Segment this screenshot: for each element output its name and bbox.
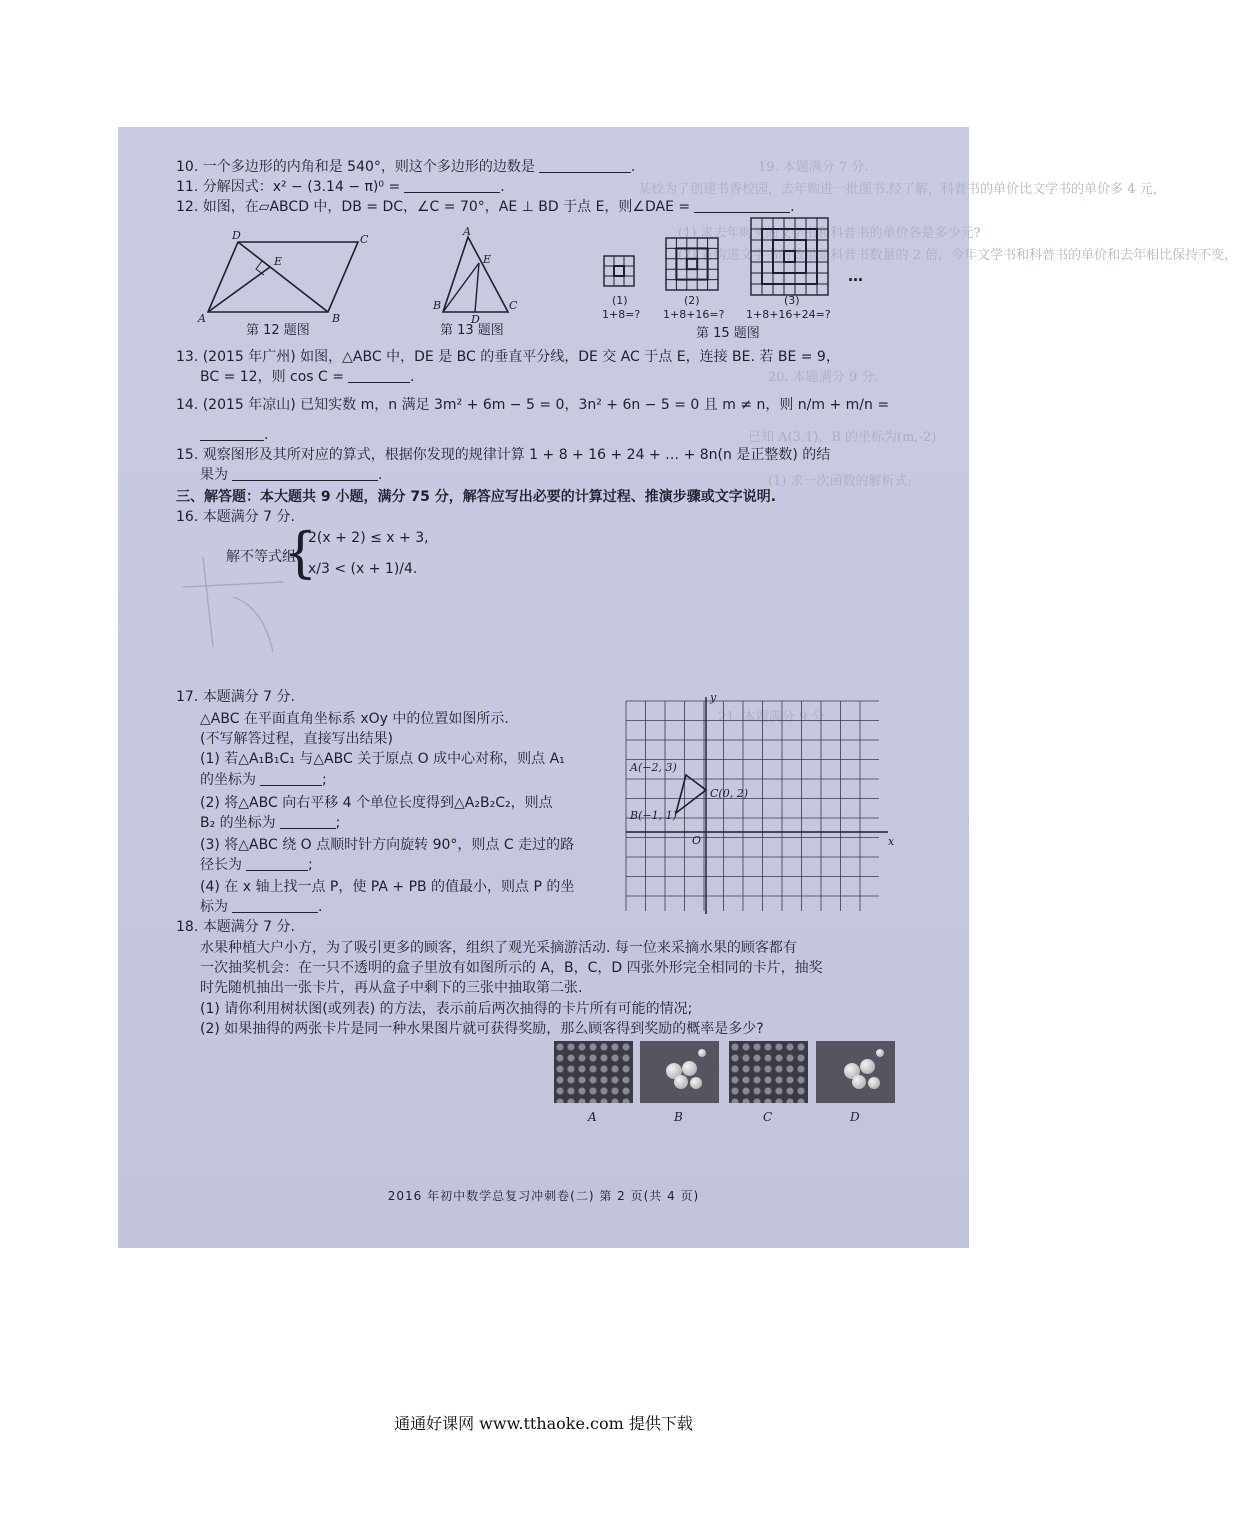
question-16-lead: 解不等式组 [226, 549, 296, 565]
bleed-text: (2) 若购进文学书的数量是科普书数量的 2 倍，今年文学书和科普书的单价和去年相比保持不变， [678, 248, 1237, 263]
triangle-abc [676, 775, 706, 813]
question-17-part-2: (2) 将△ABC 向右平移 4 个单位长度得到△A₂B₂C₂，则点 [200, 795, 553, 811]
question-16: 16. 本题满分 7 分. [176, 509, 295, 525]
card-a-label: A [588, 1110, 597, 1124]
figure-15-square-1 [600, 252, 640, 292]
figure-13-triangle [433, 225, 523, 326]
figure-15-label-1: (1) [612, 294, 628, 307]
svg-text:A: A [463, 225, 471, 238]
question-15: 15. 观察图形及其所对应的算式，根据你发现的规律计算 1 + 8 + 16 + 24 + … + 8n(n 是正整数) 的结 [176, 447, 831, 463]
question-11: 11. 分解因式：x² − (3.14 − π)⁰ = . [176, 179, 505, 195]
figure-12-caption: 第 12 题图 [246, 323, 310, 338]
y-axis-label: y [710, 691, 717, 704]
question-16-inequality-1: 2(x + 2) ≤ x + 3, [308, 530, 429, 546]
coordinate-grid-figure [626, 691, 896, 917]
question-17-part-1-cont: 的坐标为 ; [200, 772, 327, 788]
figure-15-sum-3: 1+8+16+24=? [746, 308, 831, 321]
svg-text:E: E [274, 255, 283, 268]
svg-text:E: E [483, 253, 492, 266]
figure-15-sum-2: 1+8+16=? [663, 308, 725, 321]
scanned-exam-page [118, 127, 1237, 1248]
bleed-text: 20. 本题满分 9 分. [768, 370, 879, 385]
question-17: 17. 本题满分 7 分. [176, 689, 295, 705]
card-a-photo [554, 1041, 633, 1103]
question-15-cont: 果为 . [200, 467, 383, 483]
card-b-photo [640, 1041, 719, 1103]
bleed-text: 19. 本题满分 7 分. [758, 160, 869, 175]
brace: { [283, 521, 318, 584]
figure-15-ellipsis: … [848, 267, 863, 285]
figure-15-sum-1: 1+8=? [602, 308, 641, 321]
x-axis-label: x [888, 835, 895, 848]
point-b-label: B(−1, 1) [630, 809, 677, 822]
bleed-text: 已知 A(3,1)，B 的坐标为(m,-2) [748, 430, 937, 445]
origin-label: O [692, 834, 702, 847]
question-14-answer-line: . [200, 425, 268, 445]
figure-15-label-2: (2) [684, 294, 700, 307]
point-c-label: C(0, 2) [710, 787, 748, 800]
card-c-photo [729, 1041, 808, 1103]
bleed-text: 21. 本题满分 9 分. [718, 710, 829, 725]
point-a-label: A(−2, 3) [630, 761, 677, 774]
question-13-cont: BC = 12，则 cos C = . [200, 369, 415, 385]
svg-text:B: B [433, 299, 442, 312]
card-b-label: B [674, 1110, 683, 1124]
grid-lines [626, 701, 879, 911]
figure-15-caption: 第 15 题图 [696, 326, 760, 341]
bleed-figure [173, 547, 293, 657]
card-c-label: C [763, 1110, 773, 1124]
question-18: 18. 本题满分 7 分. [176, 919, 295, 935]
question-17-part-3: (3) 将△ABC 绕 O 点顺时针方向旋转 90°，则点 C 走过的路 [200, 837, 575, 853]
question-17-note: (不写解答过程，直接写出结果) [200, 731, 393, 747]
bleed-text: 某校为了创建书香校园，去年购进一批图书.经了解，科普书的单价比文学书的单价多 4 元， [638, 182, 1166, 197]
question-18-line-3: 时先随机抽出一张卡片，再从盒子中剩下的三张中抽取第二张. [200, 980, 583, 996]
question-17-part-4-cont: 标为 . [200, 899, 323, 915]
question-16-inequality-2: x/3 < (x + 1)/4. [308, 561, 418, 577]
question-18-line-2: 一次抽奖机会：在一只不透明的盒子里放有如图所示的 A，B，C，D 四张外形完全相同的卡片，抽奖 [200, 960, 823, 976]
svg-text:C: C [509, 299, 518, 312]
figure-15-square-3 [748, 215, 832, 299]
page-footer: 2016 年初中数学总复习冲刺卷(二) 第 2 页(共 4 页) [387, 1189, 700, 1203]
question-18-part-2: (2) 如果抽得的两张卡片是同一种水果图片就可获得奖励，那么顾客得到奖励的概率是多少? [200, 1021, 764, 1037]
question-17-desc: △ABC 在平面直角坐标系 xOy 中的位置如图所示. [200, 711, 509, 727]
question-10: 10. 一个多边形的内角和是 540°，则这个多边形的边数是 . [176, 159, 636, 175]
question-17-part-1: (1) 若△A₁B₁C₁ 与△ABC 关于原点 O 成中心对称，则点 A₁ [200, 751, 565, 767]
question-17-part-4: (4) 在 x 轴上找一点 P，使 PA + PB 的值最小，则点 P 的坐 [200, 879, 575, 895]
bleed-text: (1) 求去年购买的文学书和科普书的单价各是多少元? [678, 226, 981, 241]
question-14: 14. (2015 年凉山) 已知实数 m，n 满足 3m² + 6m − 5 = 0，3n² + 6n − 5 = 0 且 m ≠ n，则 n/m + m/n = [176, 397, 890, 413]
question-18-line-1: 水果种植大户小方，为了吸引更多的顾客，组织了观光采摘游活动. 每一位来采摘水果的顾客都有 [200, 940, 797, 956]
question-18-part-1: (1) 请你利用树状图(或列表) 的方法，表示前后两次抽得的卡片所有可能的情况; [200, 1001, 693, 1017]
svg-text:D: D [232, 229, 241, 242]
question-17-part-2-cont: B₂ 的坐标为 ; [200, 815, 341, 831]
svg-text:A: A [198, 312, 206, 325]
question-12: 12. 如图，在▱ABCD 中，DB = DC，∠C = 70°，AE ⊥ BD 于点 E，则∠DAE = . [176, 199, 795, 215]
question-13: 13. (2015 年广州) 如图，△ABC 中，DE 是 BC 的垂直平分线，DE 交 AC 于点 E，连接 BE. 若 BE = 9， [176, 349, 840, 365]
figure-15-square-2 [663, 235, 723, 295]
figure-12-parallelogram [198, 227, 368, 327]
card-d-label: D [850, 1110, 860, 1124]
figure-15-label-3: (3) [784, 294, 800, 307]
svg-text:B: B [332, 312, 341, 325]
bleed-text: (1) 求一次函数的解析式; [768, 474, 912, 489]
question-17-part-3-cont: 径长为 ; [200, 857, 313, 873]
download-credit: 通通好课网 www.tthaoke.com 提供下载 [394, 1414, 693, 1433]
card-d-photo [816, 1041, 895, 1103]
figure-13-caption: 第 13 题图 [440, 323, 504, 338]
svg-text:C: C [360, 233, 369, 246]
section-3-heading: 三、解答题：本大题共 9 小题，满分 75 分，解答应写出必要的计算过程、推演步骤或文字说明. [176, 489, 777, 505]
svg-text:D: D [471, 313, 480, 326]
